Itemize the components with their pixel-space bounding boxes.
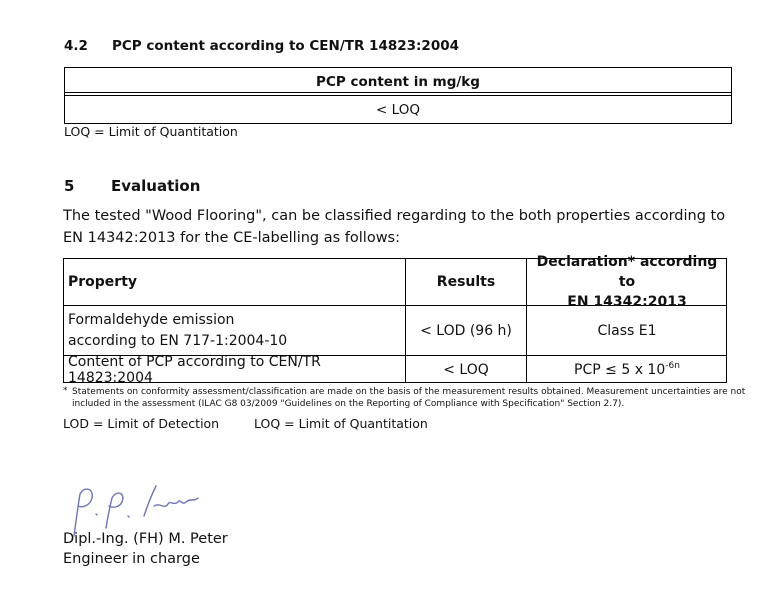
loq-abbreviation: LOQ = Limit of Quantitation — [254, 416, 428, 431]
result-value: < LOD (96 h) — [420, 322, 512, 339]
property-value: Content of PCP according to CEN/TR 14823:2004 — [68, 353, 321, 386]
header-property — [68, 259, 398, 305]
property-line-2: according to EN 717-1:2004-10 — [68, 332, 288, 349]
footnote-line-1: Statements on conformity assessment/classification are made on the basis of the measurement results obtained. Measurement uncertainties are not — [72, 387, 746, 397]
result-value: < LOQ — [443, 361, 489, 378]
pcp-table-value: < LOQ — [376, 102, 420, 118]
pcp-table-header: PCP content in mg/kg — [65, 68, 731, 96]
evaluation-text-line-2: EN 14342:2013 for the CE-labelling as follows: — [63, 230, 400, 246]
section-5-title: Evaluation — [111, 177, 201, 195]
header-property-label: Property — [68, 274, 138, 290]
declaration-base: PCP ≤ 5 x 10 — [574, 362, 666, 378]
table-row-pcp-declaration — [527, 356, 727, 383]
header-declaration-line-2: EN 14342:2013 — [567, 294, 687, 310]
table-row-pcp-property — [68, 353, 404, 386]
table-row-formaldehyde-declaration — [527, 306, 727, 355]
lod-abbreviation: LOD = Limit of Detection — [63, 416, 220, 431]
declaration-value: Class E1 — [597, 322, 657, 339]
section-4-2-title: PCP content according to CEN/TR 14823:2004 — [112, 38, 459, 54]
table-row-pcp-result — [406, 356, 526, 383]
table-row-formaldehyde-property — [68, 306, 404, 355]
header-declaration-line-1: Declaration* according to — [536, 254, 718, 290]
section-4-2-number: 4.2 — [64, 38, 88, 54]
header-declaration — [527, 254, 727, 310]
table-row-formaldehyde-result — [406, 306, 526, 355]
header-results-label: Results — [436, 274, 496, 290]
header-results — [406, 259, 526, 305]
footnote-line-2: included in the assessment (ILAC G8 03/2009 "Guidelines on the Reporting of Compliance with Specification" Section 2.7). — [72, 399, 625, 409]
evaluation-text-line-1: The tested "Wood Flooring", can be classified regarding to the both properties according to — [63, 208, 726, 224]
declaration-value — [574, 361, 680, 378]
loq-note: LOQ = Limit of Quantitation — [64, 124, 238, 139]
footnote-marker: * — [63, 386, 68, 396]
pcp-content-table — [64, 67, 732, 124]
signatory-name: Dipl.-Ing. (FH) M. Peter — [63, 531, 228, 547]
declaration-exponent: -6n — [665, 361, 680, 371]
signatory-role: Engineer in charge — [63, 551, 200, 567]
evaluation-table — [63, 254, 727, 386]
section-5-number: 5 — [64, 177, 75, 195]
property-line-1: Formaldehyde emission — [68, 311, 235, 328]
